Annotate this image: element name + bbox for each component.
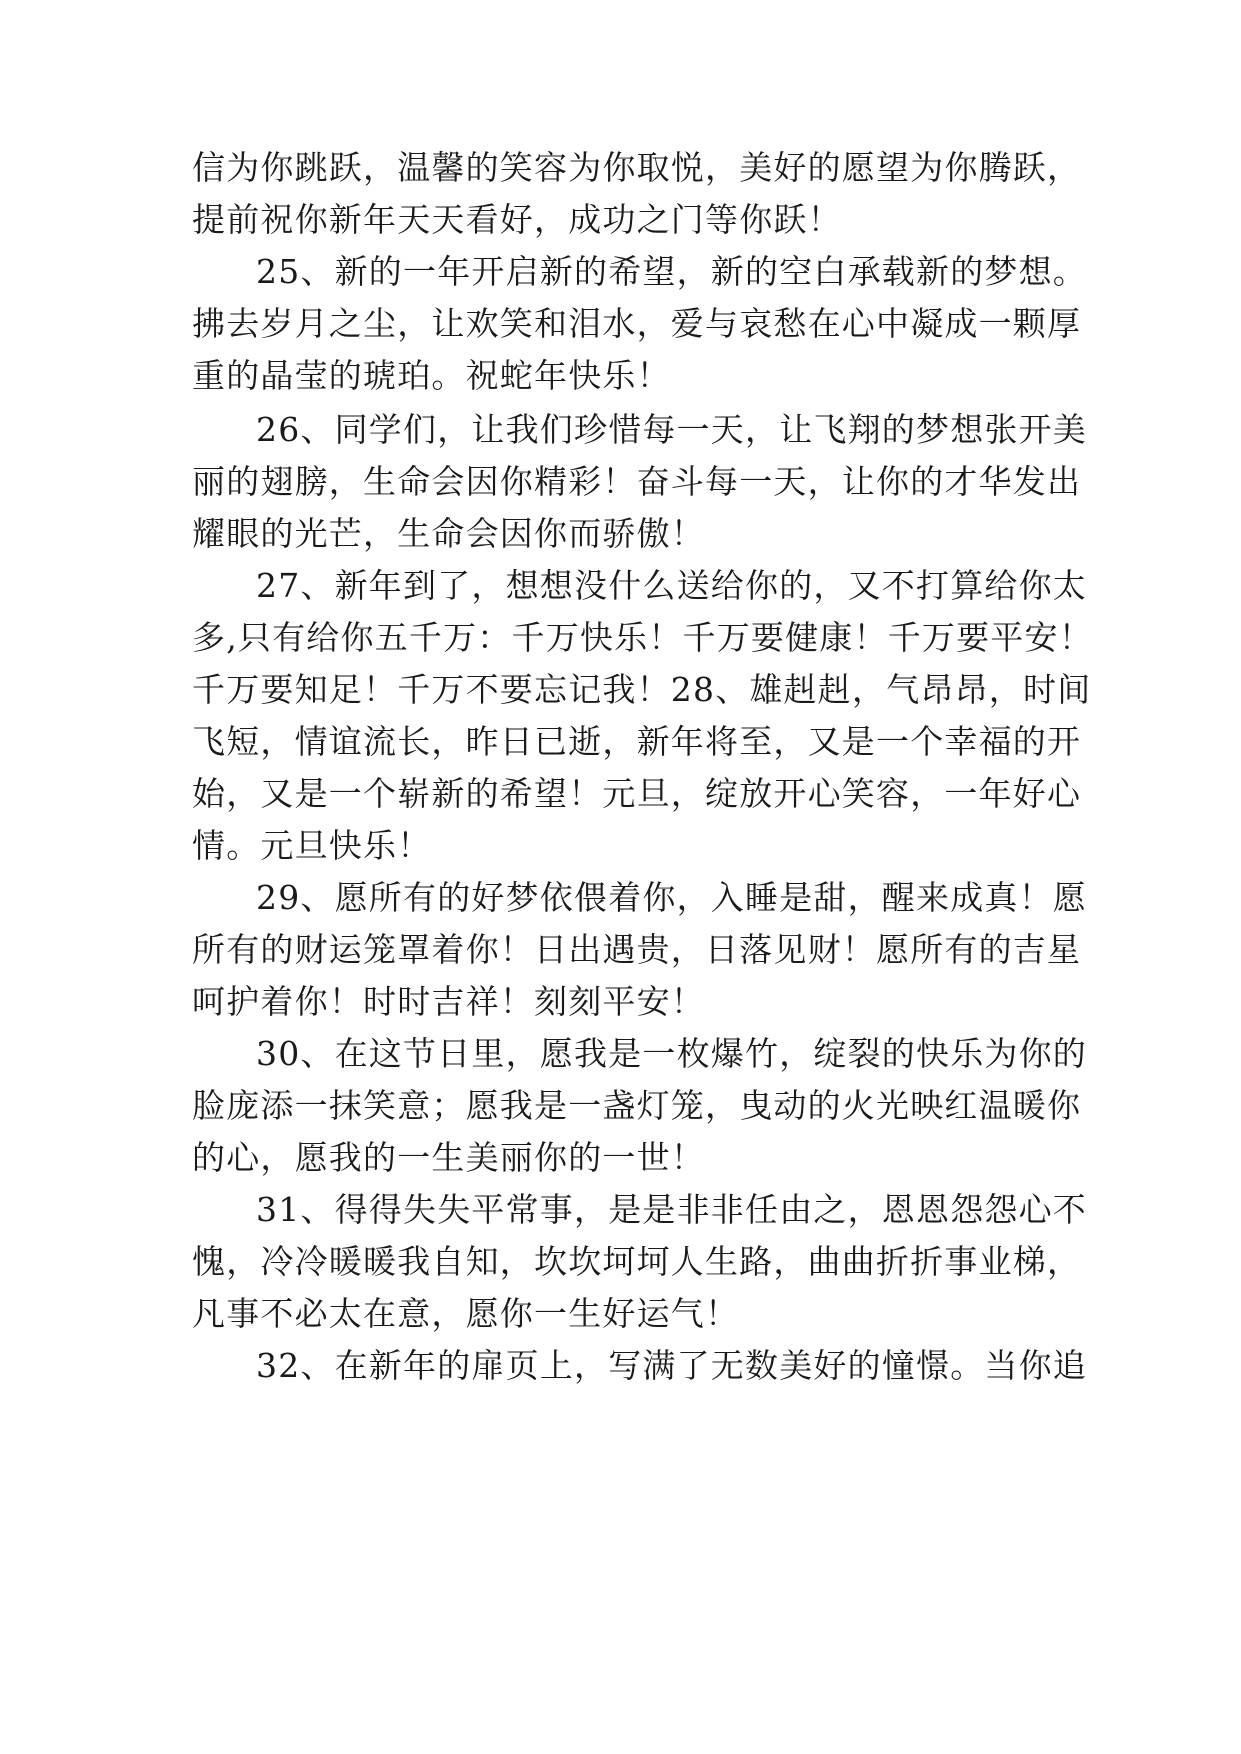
text-line: 30、在这节日里，愿我是一枚爆竹，绽裂的快乐为你的 <box>256 1034 1087 1073</box>
text-line: 飞短，情谊流长，昨日已逝，新年将至，又是一个幸福的开 <box>192 722 1082 761</box>
text-line: 27、新年到了，想想没什么送给你的，又不打算给你太 <box>256 566 1087 605</box>
text-line: 拂去岁月之尘，让欢笑和泪水，爱与哀愁在心中凝成一颗厚 <box>192 304 1082 343</box>
text-line: 凡事不必太在意，愿你一生好运气！ <box>192 1294 740 1333</box>
text-line: 的心，愿我的一生美丽你的一世！ <box>192 1138 705 1177</box>
text-line: 脸庞添一抹笑意；愿我是一盏灯笼，曳动的火光映红温暖你 <box>192 1086 1082 1125</box>
text-line: 愧，冷冷暖暖我自知，坎坎坷坷人生路，曲曲折折事业梯， <box>192 1242 1082 1281</box>
text-line: 29、愿所有的好梦依偎着你，入睡是甜，醒来成真！愿 <box>256 878 1087 917</box>
text-line: 31、得得失失平常事，是是非非任由之，恩恩怨怨心不 <box>256 1190 1087 1229</box>
text-line: 丽的翅膀，生命会因你精彩！奋斗每一天，让你的才华发出 <box>192 462 1082 501</box>
text-line: 耀眼的光芒，生命会因你而骄傲！ <box>192 514 705 553</box>
text-line: 始，又是一个崭新的希望！元旦，绽放开心笑容，一年好心 <box>192 774 1082 813</box>
text-line: 情。元旦快乐！ <box>192 826 432 865</box>
text-line: 多,只有给你五千万：千万快乐！千万要健康！千万要平安！ <box>192 618 1093 657</box>
text-line: 呵护着你！时时吉祥！刻刻平安！ <box>192 982 705 1021</box>
text-line: 千万要知足！千万不要忘记我！28、雄赳赳，气昂昂，时间 <box>192 670 1092 709</box>
text-line: 重的晶莹的琥珀。祝蛇年快乐！ <box>192 356 671 395</box>
text-line: 25、新的一年开启新的希望，新的空白承载新的梦想。 <box>256 252 1087 291</box>
text-line: 26、同学们，让我们珍惜每一天，让飞翔的梦想张开美 <box>256 410 1087 449</box>
text-line: 信为你跳跃，温馨的笑容为你取悦，美好的愿望为你腾跃， <box>192 148 1082 187</box>
text-line: 所有的财运笼罩着你！日出遇贵，日落见财！愿所有的吉星 <box>192 930 1082 969</box>
text-line: 32、在新年的扉页上，写满了无数美好的憧憬。当你追 <box>256 1346 1087 1385</box>
text-line: 提前祝你新年天天看好，成功之门等你跃！ <box>192 200 842 239</box>
